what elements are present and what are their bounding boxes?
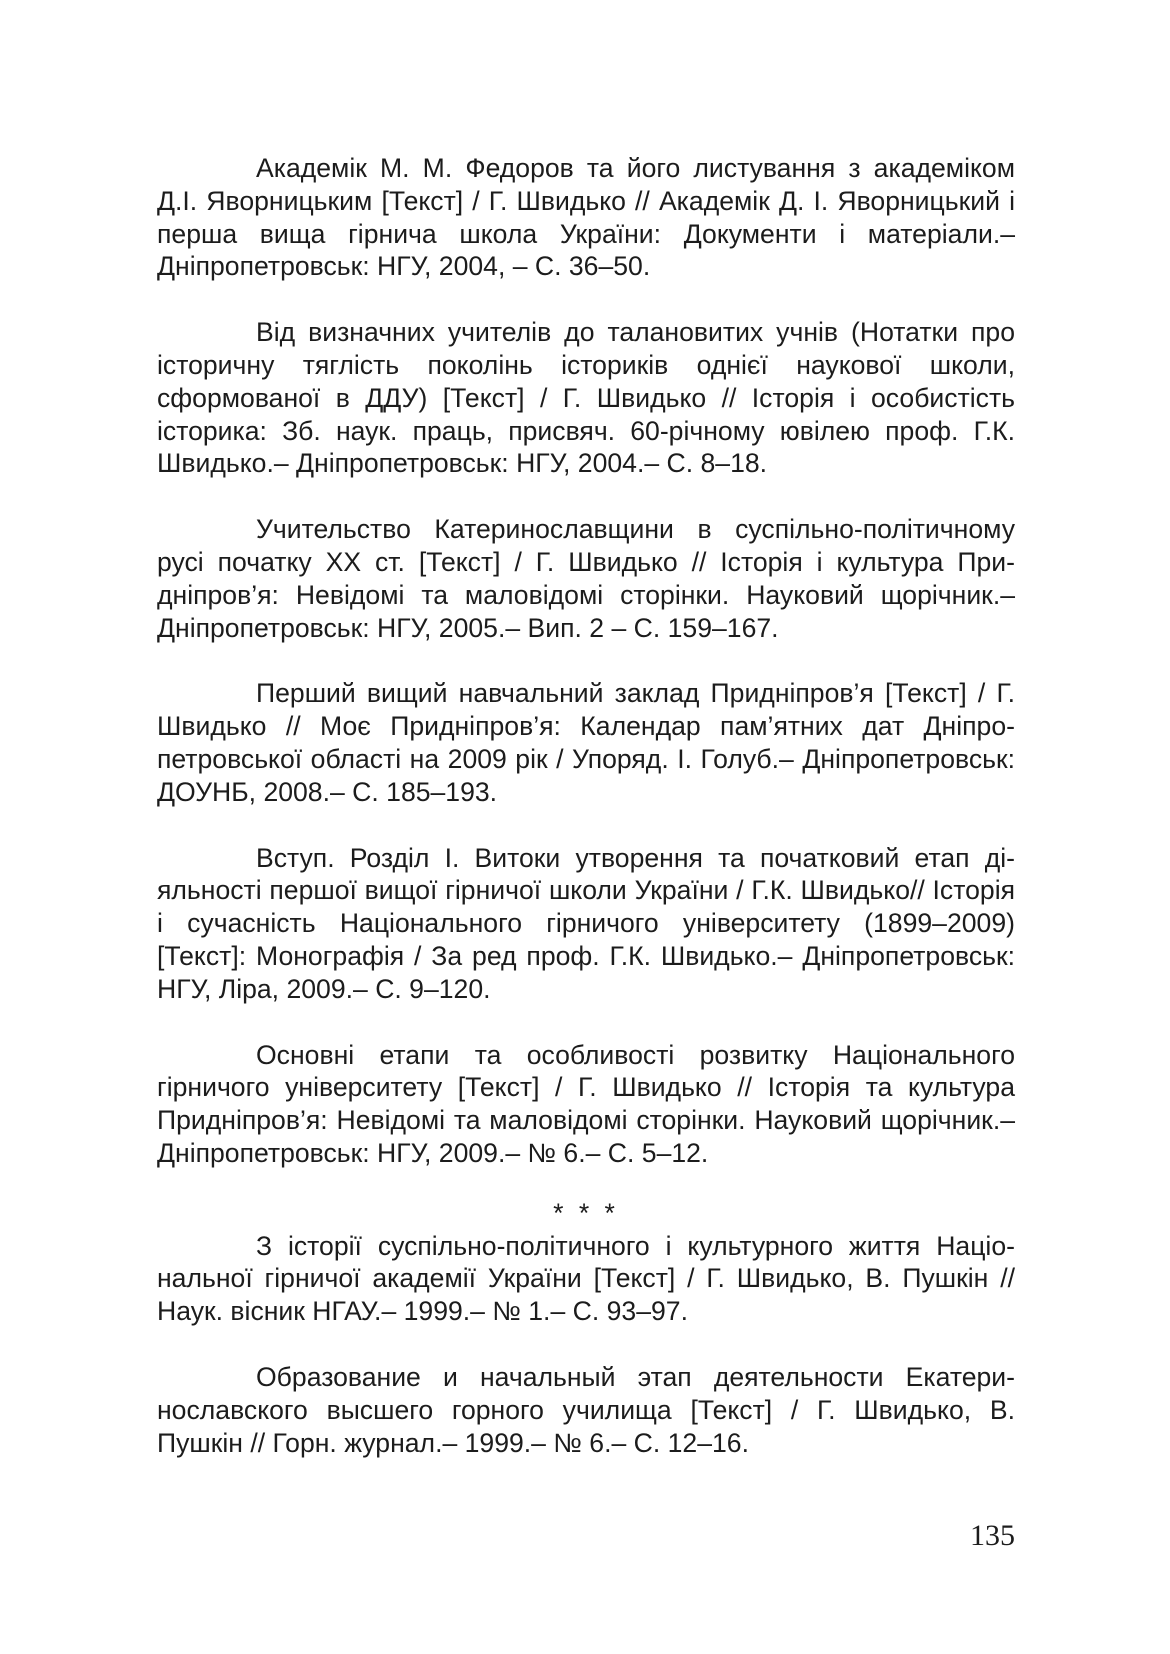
bibliography-entry: Основні етапи та особливості розвитку Національного гірничого університету [Текст] / Г. Швидько // Історія та культура Придніпров’я: Невідомі та маловідомі сторінки. Науковий щорічник.– Дніпропетровськ: НГУ, 2009.– № 6.– С. 5–12. (157, 1039, 1015, 1168)
bibliography-entry: Від визначних учителів до талановитих учнів (Нотатки про історичну тяглість поколінь істориків однієї наукової школи, сформованої в ДДУ) [Текст] / Г. Швидько // Історія і особистість історика: Зб. наук. праць, присвяч. 60-річному ювілею проф. Г.К. Швидько.– Дніпропетровськ: НГУ, 2004.– С. 8–18. (157, 317, 1015, 479)
section-separator: * * * (553, 1197, 619, 1228)
bibliography-list (157, 152, 1015, 1492)
bibliography-entry: З історії суспільно-політичного і культурного життя Національної гірничої академії України [Текст] / Г. Швидько, В. Пушкін // Наук. вісник НГАУ.– 1999.– № 1.– С. 93–97. (157, 1230, 1015, 1327)
bibliography-entry: Академік М. М. Федоров та його листування з академіком Д.І. Яворницьким [Текст] / Г. Швидько // Академік Д. І. Яворницький і перша вища гірнича школа України: Документи і матеріали.– Дніпропетровськ: НГУ, 2004, – С. 36–50. (157, 153, 1015, 282)
bibliography-entry: Учительство Катеринославщини в суспільно-політичному русі початку ХХ ст. [Текст] / Г. Швидько // Історія і культура Придніпров’я: Невідомі та маловідомі сторінки. Науковий щорічник.– Дніпропетровськ: НГУ, 2005.– Вип. 2 – С. 159–167. (157, 514, 1015, 643)
bibliography-entry: Образование и начальный этап деятельности Екатеринославского высшего горного училища [Текст] / Г. Швидько, В. Пушкін // Горн. журнал.– 1999.– № 6.– С. 12–16. (157, 1361, 1015, 1458)
bibliography-entry: Вступ. Розділ І. Витоки утворення та початковий етап діяльності першої вищої гірничої школи України / Г.К. Швидько// Історія і сучасність Національного гірничого університету (1899–2009) [Текст]: Монографія / За ред проф. Г.К. Швидько.– Дніпропетровськ: НГУ, Ліра, 2009.– С. 9–120. (157, 842, 1015, 1004)
page-number: 135 (970, 1519, 1015, 1552)
bibliography-entry: Перший вищий навчальний заклад Придніпров’я [Текст] / Г. Швидько // Моє Придніпров’я: Календар пам’ятних дат Дніпропетровської області на 2009 рік / Упоряд. І. Голуб.– Дніпропетровськ: ДОУНБ, 2008.– С. 185–193. (157, 678, 1015, 807)
